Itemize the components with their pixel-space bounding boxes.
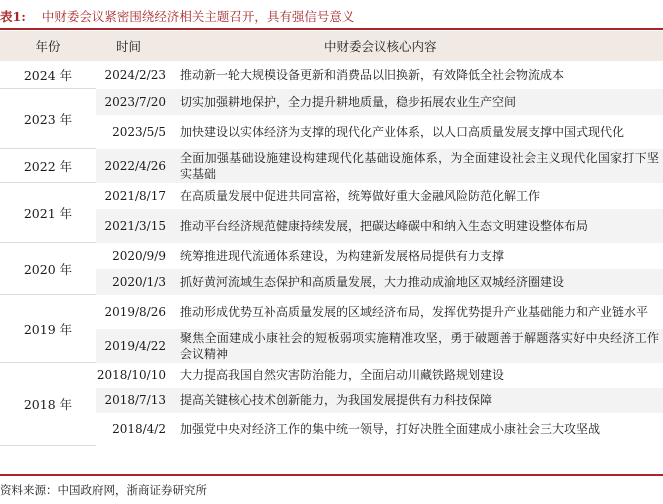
year-cell: 2024 年: [0, 62, 96, 89]
year-cell: 2022 年: [0, 149, 96, 183]
table-title-label: 表1:: [0, 9, 26, 24]
date-cell: 2021/3/15: [96, 209, 174, 243]
year-cell: 2019 年: [0, 295, 96, 363]
content-cell: 全面加强基础设施建设构建现代化基础设施体系，为全面建设社会主义现代化国家打下坚实基础: [174, 149, 663, 183]
table-row: [0, 62, 663, 89]
table-row: [0, 388, 663, 413]
date-cell: 2020/1/3: [96, 269, 174, 295]
date-cell: 2020/9/9: [112, 248, 166, 263]
table-title: [0, 7, 354, 25]
date-cell: 2022/4/26: [96, 149, 174, 183]
header-date: 时间: [96, 31, 174, 62]
year-cell: 2023 年: [0, 89, 96, 149]
year-cell: 2018 年: [0, 363, 96, 446]
content-cell: 加快建设以实体经济为支撑的现代化产业体系，以人口高质量发展支撑中国式现代化: [180, 124, 625, 139]
header-year: 年份: [0, 31, 96, 62]
table-row: [0, 329, 663, 363]
date-cell: 2019/8/26: [104, 304, 166, 319]
table-row: [0, 269, 663, 295]
content-cell: 推动平台经济规范健康持续发展，把碳达峰碳中和纳入生态文明建设整体布局: [174, 209, 663, 243]
table-body: [0, 62, 663, 446]
date-cell: 2018/10/10: [96, 368, 166, 382]
table-row: [0, 243, 663, 269]
year-cell: 2020 年: [0, 243, 96, 295]
title-rule: [0, 28, 663, 30]
content-cell: 加强党中央对经济工作的集中统一领导，打好决胜全面建成小康社会三大攻坚战: [180, 422, 601, 436]
date-cell: 2024/2/23: [104, 68, 166, 83]
date-cell: 2021/8/17: [104, 188, 166, 203]
date-cell: 2018/7/13: [96, 388, 174, 413]
header-content: 中财委会议核心内容: [174, 31, 663, 62]
content-cell: 统筹推进现代流通体系建设，为构建新发展格局提供有力支撑: [180, 248, 505, 263]
table-row: [0, 413, 663, 446]
source-note: 资料来源：中国政府网，浙商证券研究所: [0, 483, 207, 497]
table-row: [0, 89, 663, 115]
content-cell: 在高质量发展中促进共同富裕，统筹做好重大金融风险防范化解工作: [180, 188, 541, 203]
content-cell: 切实加强耕地保护，全力提升耕地质量，稳步拓展农业生产空间: [174, 89, 663, 115]
content-cell: 大力提高我国自然灾害防治能力，全面启动川藏铁路规划建设: [180, 368, 505, 382]
content-cell: 推动形成优势互补高质量发展的区域经济布局，发挥优势提升产业基础能力和产业链水平: [180, 304, 649, 319]
date-cell: 2023/7/20: [96, 89, 174, 115]
content-cell: 推动新一轮大规模设备更新和消费品以旧换新，有效降低全社会物流成本: [180, 68, 565, 83]
header-row: [0, 31, 663, 62]
table-row: [0, 363, 663, 388]
content-cell: 抓好黄河流域生态保护和高质量发展，大力推动成渝地区双城经济圈建设: [174, 269, 663, 295]
content-cell: 聚焦全面建成小康社会的短板弱项实施精准攻坚，勇于破题善于解题落实好中央经济工作会议精神: [174, 329, 663, 363]
content-cell: 提高关键核心技术创新能力，为我国发展提供有力科技保障: [174, 388, 663, 413]
date-cell: 2023/5/5: [112, 124, 166, 139]
table-row: [0, 183, 663, 209]
meeting-table: [0, 31, 663, 446]
table-title-text: 中财委会议紧密围绕经济相关主题召开，具有强信号意义: [41, 9, 355, 24]
table-row: [0, 209, 663, 243]
date-cell: 2019/4/22: [96, 329, 174, 363]
table-row: [0, 295, 663, 329]
bottom-rule: [0, 474, 663, 476]
date-cell: 2018/4/2: [112, 422, 166, 436]
table-row: [0, 115, 663, 149]
table-row: [0, 149, 663, 183]
year-cell: 2021 年: [0, 183, 96, 243]
